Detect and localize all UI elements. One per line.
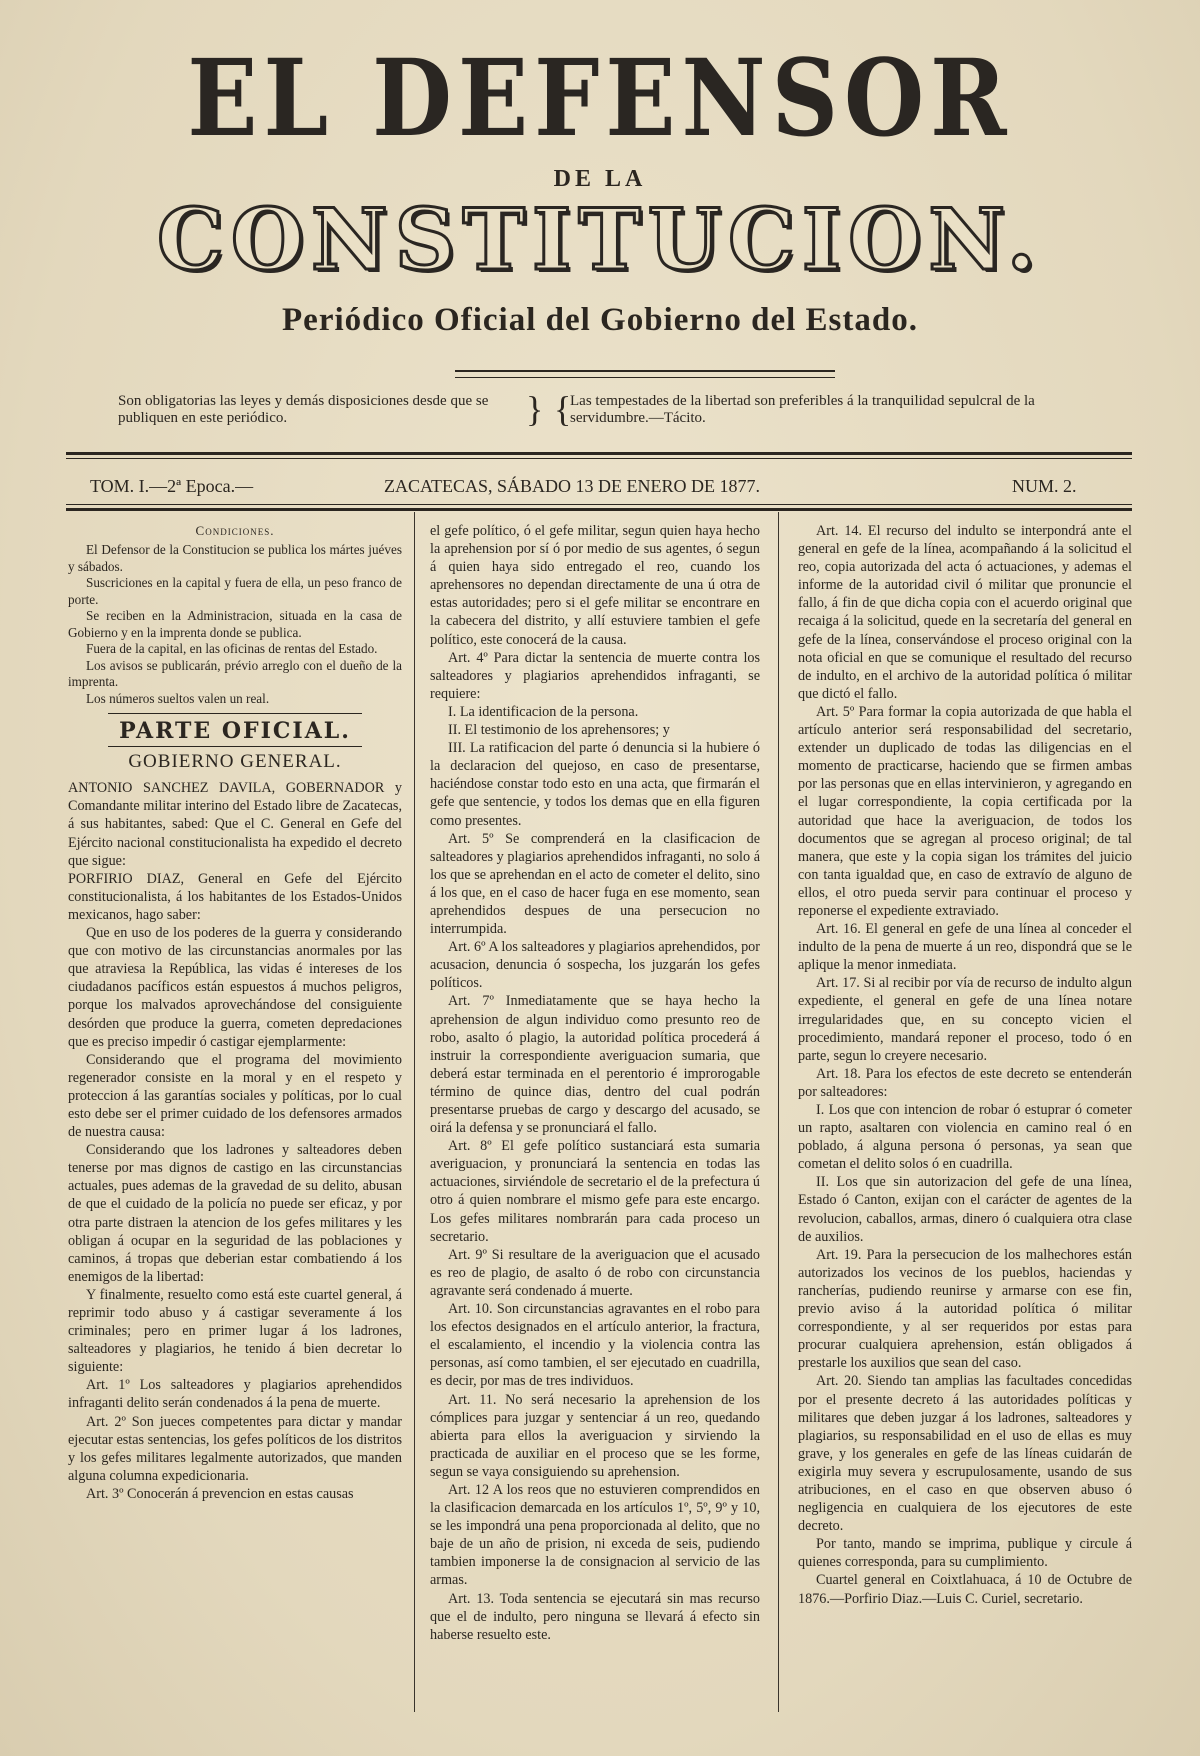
paragraph: Art. 17. Si al recibir por vía de recurso de indulto algun expediente, el general en gefe de una línea notare irregularidades que, en su concepto vicien el procedimiento, mandará reponer el proceso, todo ó en parte, segun lo creyere necesario. [798, 975, 1132, 1064]
paragraph: Art. 2º Son jueces competentes para dictar y mandar ejecutar estas sentencias, los gefes políticos de los distritos y los gefes militares legalmente autorizados, que manden alguna columna expedicionaria. [68, 1413, 402, 1484]
condition-item: Suscriciones en la capital y fuera de ella, un peso franco de porte. [68, 575, 402, 607]
bottom-rule-thin [66, 504, 1132, 505]
motto-right: Las tempestades de la libertad son preferibles á la tranquilidad sepulcral de la servidumbre.—Tácito. [570, 393, 1035, 426]
top-rule-thin [66, 458, 1132, 459]
paragraph: I. La identificacion de la persona. [448, 703, 639, 720]
condition-item: Se reciben en la Administracion, situada en la casa de Gobierno y en la imprenta donde se publica. [68, 608, 402, 640]
column-divider-2 [778, 512, 779, 1712]
place-date: ZACATECAS, SÁBADO 13 DE ENERO DE 1877. [384, 476, 761, 496]
gobierno-general-heading: GOBIERNO GENERAL. [128, 751, 342, 773]
paragraph: II. Los que sin autorizacion del gefe de una línea, Estado ó Canton, exijan con el carácter de agentes de la revolucion, caballos, armas, dinero ó cualquiera otra clase de auxilios. [798, 1174, 1132, 1245]
parte-oficial-heading: PARTE OFICIAL. [119, 718, 351, 745]
paragraph: Considerando que los ladrones y salteadores deben tenerse por mas dignos de castigo en las circunstancias actuales, pues ademas de la gravedad de su delito, abusan de que el cuidado de la policía no puede ser eficaz, y por otra parte distraen la atencion de los gefes militares y les obligan á ocupar en la seguridad de las poblaciones y caminos, á tropas que deberian estar combatiendo á los enemigos de la libertad: [68, 1142, 402, 1285]
conditions-box [68, 522, 402, 707]
paragraph: Art. 20. Siendo tan amplias las facultades concedidas por el presente decreto á las autoridades políticas y militares que deben juzgar á los ladrones, salteadores y plagiarios, su responsabilidad en el uso de ellas es muy grave, y los generales en gefe de las líneas cuidarán de exigirla muy severa y escrupulosamente, usando de sus atribuciones, en el caso en que observen abuso ó negligencia en cualquiera de los ejecutores de este decreto. [798, 1373, 1132, 1535]
masthead-de-la: DE LA [553, 166, 647, 192]
section-rule [108, 746, 362, 747]
column-3 [798, 522, 1132, 1608]
paragraph: Art. 14. El recurso del indulto se interpondrá ante el general en gefe de la línea, acompañando á la solicitud el reo, copia autorizada del acta ó actuaciones, y ademas el informe de la autoridad civil ó militar que pronuncie el fallo, á fin de que dicha copia con el acuerdo original que recaiga á la solicitud, quede en la secretaría del general en gefe de la línea, conservándose el proceso original con la nota oficial en que se comunique el resultado del recurso de indulto, en el archivo de la autoridad política ó militar que dictó el fallo. [798, 523, 1132, 702]
column-divider-1 [414, 512, 415, 1712]
paragraph: Art. 10. Son circunstancias agravantes en el robo para los efectos designados en el artículo anterior, la fractura, el escalamiento, el incendio y la violencia contra las personas, así como tambien, el ser ejecutado en cuadrilla, es decir, por mas de tres individuos. [430, 1301, 760, 1390]
column-2 [430, 522, 760, 1644]
top-rule [66, 452, 1132, 455]
paragraph: Art. 13. Toda sentencia se ejecutará sin mas recurso que el de indulto, pero ninguna se llevará á efecto sin haberse resuelto este. [430, 1590, 760, 1643]
section-rule [108, 713, 362, 714]
condition-item: El Defensor de la Constitucion se publica los mártes juéves y sábados. [68, 542, 402, 574]
paragraph: Art. 8º El gefe político sustanciará esta sumaria averiguacion, y pronunciará la sentencia en todas las actuaciones, sirviéndole de secretario el de la prefectura ú otro á quien nombrare el mismo gefe para este encargo. Los gefes militares nombrarán para cada proceso un secretario. [430, 1138, 760, 1245]
masthead-title: EL DEFENSOR [187, 35, 1013, 161]
paragraph: PORFIRIO DIAZ, General en Gefe del Ejército constitucionalista, á los habitantes de los Estados-Unidos mexicanos, hago saber: [68, 870, 402, 923]
paragraph: III. La ratificacion del parte ó denuncia si la hubiere ó la declaracion del quejoso, en caso de presentarse, haciéndose constar todo esto en una acta, que firmarán el gefe que sentencie, y todos los demas que en ella figuren como presentes. [430, 740, 760, 829]
signature-paragraph: Cuartel general en Coixtlahuaca, á 10 de Octubre de 1876.—Porfirio Diaz.—Luis C. Curiel, secretario. [798, 1572, 1132, 1607]
condition-item: Los números sueltos valen un real. [86, 690, 270, 706]
conditions-title: Condiciones. [195, 523, 275, 538]
paragraph: Art. 1º Los salteadores y plagiarios aprehendidos infraganti delito serán condenados á la pena de muerte. [68, 1377, 402, 1412]
paragraph: II. El testimonio de los aprehensores; y [448, 722, 670, 739]
paragraph: Considerando que el programa del movimiento regenerador consiste en la moral y en el respeto y proteccion á las garantías sociales y políticas, por lo cual esto debe ser el primer cuidado de los defensores armados de nuestra causa: [68, 1051, 402, 1141]
paragraph: Art. 18. Para los efectos de este decreto se entenderán por salteadores: [798, 1065, 1132, 1100]
ornament-rule [455, 370, 835, 378]
paragraph: Que en uso de los poderes de la guerra y considerando que con motivo de las circunstancias anormales por las que atraviesa la República, las vidas é intereses de los ciudadanos pacíficos están espuestos á muchos peligros, porque los malvados aprovechándose del consiguiente desórden que produce la guerra, cometen depredaciones que es preciso impedir ó castigar ejemplarmente: [68, 925, 402, 1050]
paragraph: Por tanto, mando se imprima, publique y circule á quienes corresponda, para su cumplimiento. [798, 1536, 1132, 1571]
paragraph: I. Los que con intencion de robar ó estuprar ó cometer un rapto, asaltaren con violencia en camino real ó en poblado, á alguna persona ó personas, ya sean que cometan el delito solos ó en cuadrilla. [798, 1102, 1132, 1173]
dateline [66, 474, 1132, 500]
paragraph: Art. 5º Se comprenderá en la clasificacion de salteadores y plagiarios aprehendidos infraganti, no solo á los que se aprehendan en el acto de cometer el delito, sino á los que, en el caso de hacer fuga en ese momento, sean aprehendidos despues de una persecucion no interrumpida. [430, 830, 760, 938]
paragraph: Art. 9º Si resultare de la averiguacion que el acusado es reo de plagio, de asalto ó de robo con circunstancia agravante será condenado á muerte. [430, 1246, 760, 1299]
masthead-constitucion: CONSTITUCION. [156, 190, 1043, 289]
paragraph: Y finalmente, resuelto como está este cuartel general, á reprimir todo abuso y á castigar severamente á los criminales; pero en primer lugar á los ladrones, salteadores y plagiarios, he tenido á bien decretar lo siguiente: [68, 1286, 402, 1376]
paragraph: Art. 3º Conocerán á prevencion en estas causas [86, 1485, 354, 1502]
condition-item: Fuera de la capital, en las oficinas de rentas del Estado. [86, 641, 378, 657]
paragraph: ANTONIO SANCHEZ DAVILA, GOBERNADOR y Comandante militar interino del Estado libre de Zacatecas, á sus habitantes, sabed: Que el C. General en Gefe del Ejército nacional constitucionalista ha expedido el decreto que sigue: [68, 780, 402, 869]
numero-label: NUM. 2. [1012, 476, 1077, 496]
paragraph: Art. 6º A los salteadores y plagiarios aprehendidos, por acusacion, denuncia ó sospecha, los juzgarán los gefes políticos. [430, 939, 760, 992]
condition-item: Los avisos se publicarán, prévio arreglo con el dueño de la imprenta. [68, 657, 402, 690]
tomo-label: TOM. I.—2ª Epoca.— [90, 476, 254, 496]
paragraph: Art. 5º Para formar la copia autorizada de que habla el artículo anterior será responsabilidad del secretario, extender un duplicado de todas las diligencias en el momento de practicarse, haciendo que se firmen ambas por las personas que en ellas intervinieron, y agregando en el lugar correspondiente, la copia certificada por la autoridad que hace la averiguacion, de todos los documentos que se agregan al proceso original; de tal manera, que este y la copia sigan los trámites del juicio con tanta igualdad que, en caso de extravío de alguno de ellos, el otro pueda servir para continuar el proceso y reponerse el expediente extraviado. [798, 703, 1132, 919]
paragraph: Art. 16. El general en gefe de una línea al conceder el indulto de la pena de muerte á un reo, dispondrá que se le aplique la menor inmediata. [798, 921, 1132, 974]
paragraph: Art. 19. Para la persecucion de los malhechores están autorizados los vecinos de los pueblos, haciendas y rancherías, pudiendo reunirse y armarse con ese fin, previo aviso á la autoridad política ó militar correspondiente, y al ser requeridos por estas para procurar cualquiera aprehension, están obligados á prestarle los auxilios que sean del caso. [798, 1246, 1132, 1372]
paragraph: Art. 7º Inmediatamente que se haya hecho la aprehension de algun individuo como presunto reo de robo, asalto ó plagio, la autoridad política procederá á instruir la correspondiente averiguacion sumaria, que deberá estar terminada en el perentorio é improrogable término de quince dias, dentro del cual podrán presentarse pruebas de cargo y descargo del acusado, se oirá la defensa y se pronunciará el fallo. [430, 993, 760, 1137]
motto-left: Son obligatorias las leyes y demás disposiciones desde que se publiquen en este periódico. [118, 393, 489, 426]
brace-left-glyph: { [554, 389, 572, 429]
paragraph: Art. 12 A los reos que no estuvieren comprendidos en la clasificacion demarcada en los artículos 1º, 5º, 9º y 10, se les impondrá una pena proporcionada al delito, que no baje de un año de prision, ni exceda de seis, pudiendo tambien imponerse la de consignacion al servicio de las armas. [430, 1481, 760, 1589]
paragraph: el gefe político, ó el gefe militar, segun quien haya hecho la aprehension por sí ó por medio de sus agentes, ó segun á quien haya sido entregado el reo, cuando los aprehensores no dependan directamente de una ú otra de estas autoridades; pero si el gefe militar se encontrare en la cabecera del distrito, y allí estuviere tambien el gefe político, este conocerá de la causa. [430, 523, 760, 648]
masthead-subtitle: Periódico Oficial del Gobierno del Estado. [282, 302, 918, 338]
paragraph: Art. 4º Para dictar la sentencia de muerte contra los salteadores y plagiarios aprehendidos infraganti, se requiere: [430, 649, 760, 702]
brace-right-glyph: } [526, 389, 544, 429]
paragraph: Art. 11. No será necesario la aprehension de los cómplices para juzgar y sentenciar á un reo, quedando abierta para ellos la averiguacion y sirviendo la practicada de auxiliar en el proceso que se les forme, segun se vaya consiguiendo su aprehension. [430, 1391, 760, 1480]
column-1 [68, 522, 402, 1503]
bottom-rule [66, 508, 1132, 511]
